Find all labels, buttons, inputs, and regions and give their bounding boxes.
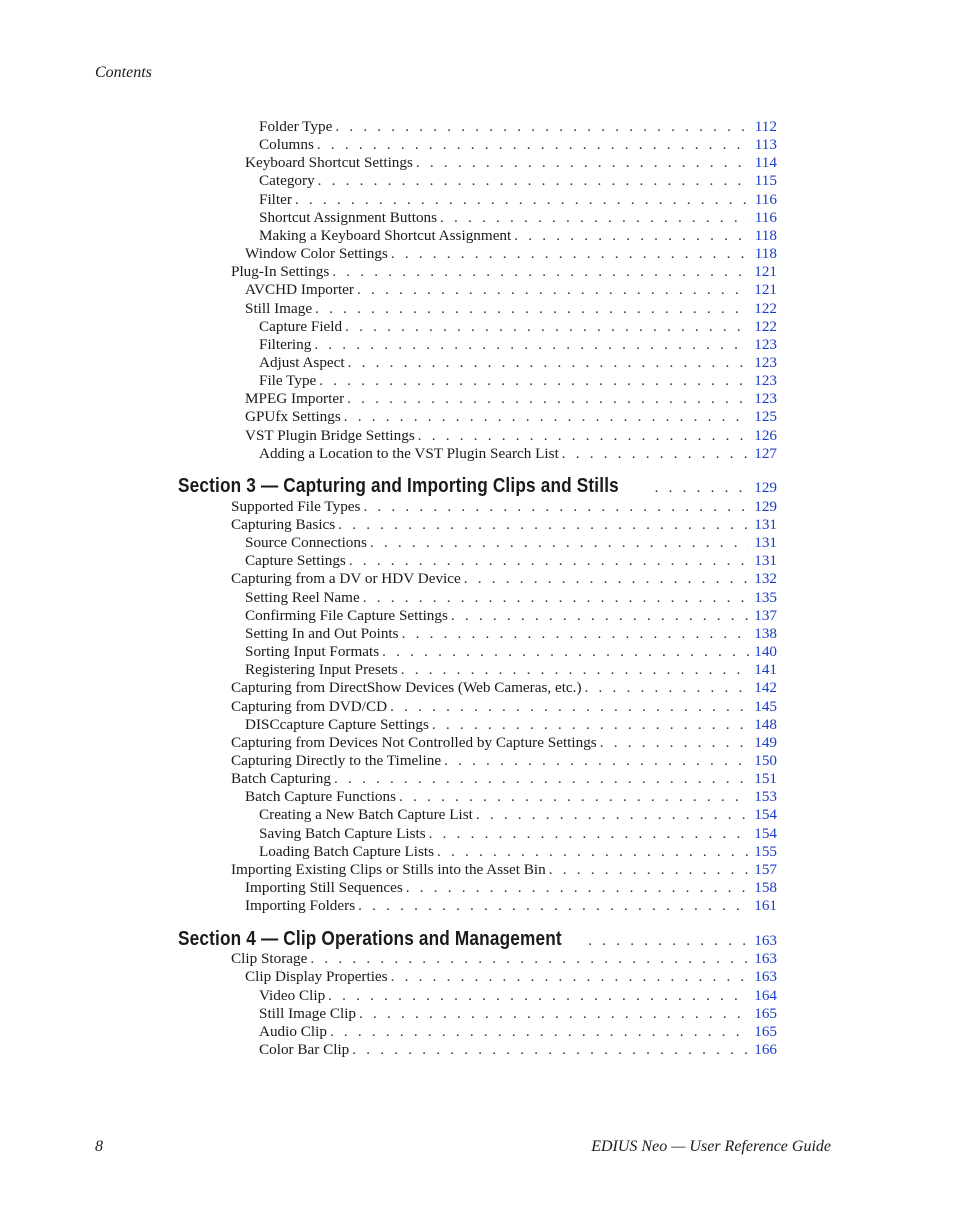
toc-page-link[interactable]: 142 <box>754 679 777 697</box>
toc-entry-title: Still Image <box>245 299 313 317</box>
toc-entry-title: Registering Input Presets <box>245 661 398 679</box>
dot-leader <box>295 191 749 209</box>
toc-entry-title: AVCHD Importer <box>245 281 354 299</box>
dot-leader <box>332 263 749 281</box>
toc-entry[interactable] <box>259 136 777 154</box>
toc-entry[interactable] <box>231 770 777 788</box>
toc-entry[interactable] <box>259 172 777 190</box>
toc-entry[interactable] <box>259 806 777 824</box>
toc-entry[interactable] <box>259 318 777 336</box>
toc-entry-title: DISCcapture Capture Settings <box>245 715 429 733</box>
toc-entry-title: File Type <box>259 372 317 390</box>
toc-entry-title: Creating a New Batch Capture List <box>259 806 473 824</box>
toc-page-link[interactable]: 158 <box>754 879 777 896</box>
toc-entry[interactable] <box>245 408 777 426</box>
toc-entry-title: Capturing Directly to the Timeline <box>231 751 442 769</box>
dot-leader <box>352 1041 749 1059</box>
toc-entry[interactable] <box>231 679 777 697</box>
dot-leader <box>382 643 749 661</box>
toc-page-link[interactable]: 131 <box>754 516 777 533</box>
toc-entry-title: Importing Existing Clips or Stills into the Asset Bin <box>231 860 546 878</box>
toc-entry[interactable] <box>231 734 777 752</box>
toc-page-link[interactable]: 155 <box>754 842 777 860</box>
toc-entry[interactable] <box>231 263 777 281</box>
toc-page-link[interactable]: 154 <box>754 824 777 842</box>
dot-leader <box>334 770 749 788</box>
dot-leader <box>391 245 749 263</box>
toc-page-link[interactable]: 123 <box>754 353 777 371</box>
toc-page-link[interactable]: 123 <box>754 372 777 390</box>
dot-leader <box>514 227 749 245</box>
toc-page-link[interactable]: 145 <box>754 697 777 715</box>
dot-leader <box>344 408 749 426</box>
toc-entry-title: Section 3 — Capturing and Importing Clips and Stills <box>178 475 619 498</box>
toc-entry-title: Window Color Settings <box>245 245 388 263</box>
toc-page-link[interactable]: 121 <box>754 281 777 299</box>
toc-page-link[interactable]: 157 <box>754 860 777 878</box>
dot-leader <box>349 552 749 570</box>
toc-entry[interactable] <box>245 661 777 679</box>
toc-section-heading[interactable] <box>178 473 777 499</box>
page-number: 8 <box>95 1138 103 1155</box>
dot-leader <box>406 879 749 897</box>
dot-leader <box>314 336 749 354</box>
dot-leader <box>391 968 749 986</box>
toc-page-link[interactable]: 129 <box>754 479 777 497</box>
dot-leader <box>416 154 749 172</box>
dot-leader <box>335 118 749 136</box>
dot-leader <box>359 1005 749 1023</box>
toc-entry[interactable] <box>231 861 777 879</box>
dot-leader <box>451 607 749 625</box>
toc-entry[interactable] <box>245 968 777 986</box>
toc-page-link[interactable]: 148 <box>754 715 777 733</box>
toc-page-link[interactable]: 153 <box>754 788 777 806</box>
toc-entry[interactable] <box>245 281 777 299</box>
toc-entry-title: Capturing from Devices Not Controlled by Capture Settings <box>231 733 597 751</box>
toc-page-link[interactable]: 135 <box>754 588 777 606</box>
dot-leader <box>348 354 749 372</box>
toc-entry[interactable] <box>259 1023 777 1041</box>
toc-entry-title: Keyboard Shortcut Settings <box>245 154 413 172</box>
toc-entry-title: Section 4 — Clip Operations and Management <box>178 927 562 950</box>
toc-page-link[interactable]: 122 <box>754 317 777 335</box>
toc-entry-title: Supported File Types <box>231 497 361 515</box>
toc-page-link[interactable]: 140 <box>754 643 777 661</box>
toc-page-link[interactable]: 131 <box>754 534 777 552</box>
toc-entry-title: Source Connections <box>245 534 367 552</box>
toc-entry[interactable] <box>245 552 777 570</box>
toc-page-link[interactable]: 164 <box>754 986 777 1004</box>
toc-entry-title: Adjust Aspect <box>259 353 345 371</box>
toc-entry-title: Category <box>259 172 315 190</box>
toc-entry[interactable] <box>245 534 777 552</box>
toc-entry[interactable] <box>245 300 777 318</box>
toc-entry-title: Capture Field <box>259 317 343 335</box>
toc-entry-title: Filter <box>259 190 292 208</box>
toc-page-link[interactable]: 141 <box>754 661 777 679</box>
toc-entry-title: Importing Still Sequences <box>245 879 403 896</box>
toc-entry-title: Batch Capturing <box>231 770 331 788</box>
toc-entry[interactable] <box>259 825 777 843</box>
toc-page-link[interactable]: 165 <box>754 1022 777 1040</box>
toc-page-link[interactable]: 116 <box>754 190 777 208</box>
toc-entry-title: Filtering <box>259 335 312 353</box>
toc-page-link[interactable]: 125 <box>754 408 777 426</box>
toc-entry[interactable] <box>245 788 777 806</box>
dot-leader <box>318 172 749 190</box>
toc-page-link[interactable]: 166 <box>754 1041 777 1059</box>
toc-entry-title: Batch Capture Functions <box>245 788 397 806</box>
book-title: EDIUS Neo — User Reference Guide <box>591 1138 831 1155</box>
toc-entry[interactable] <box>259 372 777 390</box>
toc-page-link[interactable]: 151 <box>754 770 777 788</box>
dot-leader <box>328 987 749 1005</box>
toc-entry[interactable] <box>259 336 777 354</box>
toc-entry-title: GPUfx Settings <box>245 408 341 426</box>
dot-leader <box>401 661 749 679</box>
dot-leader <box>444 752 749 770</box>
toc-entry-title: Importing Folders <box>245 897 356 915</box>
toc-page-link[interactable]: 149 <box>754 733 777 751</box>
toc-page-link[interactable]: 112 <box>754 118 777 135</box>
toc-entry[interactable] <box>245 589 777 607</box>
toc-entry-title: Still Image Clip <box>259 1004 357 1022</box>
toc-entry-title: Capturing Basics <box>231 516 336 533</box>
toc-entry[interactable] <box>259 1041 777 1059</box>
dot-leader <box>432 716 749 734</box>
dot-leader <box>549 861 749 879</box>
toc-page-link[interactable]: 123 <box>754 390 777 408</box>
dot-leader <box>464 570 749 588</box>
toc-entry[interactable] <box>259 227 777 245</box>
toc-entry-title: Capturing from DVD/CD <box>231 697 388 715</box>
toc-page-link[interactable]: 126 <box>754 426 777 444</box>
toc-page-link[interactable]: 163 <box>754 950 777 968</box>
toc-entry[interactable] <box>259 843 777 861</box>
dot-leader <box>317 136 749 154</box>
toc-entry[interactable] <box>245 625 777 643</box>
toc-page-link[interactable]: 132 <box>754 570 777 588</box>
toc-page-link[interactable]: 118 <box>754 245 777 263</box>
dot-leader <box>585 679 749 697</box>
toc-entry[interactable] <box>259 987 777 1005</box>
toc-page-link[interactable]: 127 <box>754 444 777 462</box>
toc-page-link[interactable]: 165 <box>754 1004 777 1022</box>
toc-entry[interactable] <box>231 570 777 588</box>
dot-leader <box>370 534 749 552</box>
dot-leader <box>345 318 749 336</box>
toc-entry[interactable] <box>245 879 777 897</box>
toc-page-link[interactable]: 137 <box>754 606 777 624</box>
dot-leader <box>363 498 749 516</box>
dot-leader <box>363 589 749 607</box>
toc-page-link[interactable]: 131 <box>754 552 777 570</box>
dot-leader <box>319 372 749 390</box>
toc-page-link[interactable]: 161 <box>754 897 777 915</box>
toc-entry-title: Shortcut Assignment Buttons <box>259 208 438 226</box>
toc-entry[interactable] <box>231 752 777 770</box>
toc-entry[interactable] <box>245 154 777 172</box>
toc-entry-title: Capturing from DirectShow Devices (Web Cameras, etc.) <box>231 679 582 697</box>
dot-leader <box>476 806 749 824</box>
toc-entry-title: Making a Keyboard Shortcut Assignment <box>259 226 512 244</box>
toc-entry-title: VST Plugin Bridge Settings <box>245 426 415 444</box>
toc-entry-title: Setting Reel Name <box>245 588 360 606</box>
dot-leader <box>418 427 749 445</box>
toc-entry[interactable] <box>259 191 777 209</box>
toc-entry-title: Video Clip <box>259 986 326 1004</box>
toc-entry[interactable] <box>231 698 777 716</box>
dot-leader <box>310 950 749 968</box>
toc-entry[interactable] <box>259 118 777 136</box>
toc-entry[interactable] <box>259 354 777 372</box>
toc-entry-title: Clip Display Properties <box>245 968 388 986</box>
toc-entry-title: Loading Batch Capture Lists <box>259 842 435 860</box>
toc-entry[interactable] <box>245 897 777 915</box>
toc-page-link[interactable]: 150 <box>754 751 777 769</box>
toc-entry-title: Saving Batch Capture Lists <box>259 824 426 842</box>
dot-leader <box>390 698 749 716</box>
toc-entry-title: Plug-In Settings <box>231 263 330 281</box>
toc-entry[interactable] <box>259 209 777 227</box>
toc-entry-title: Audio Clip <box>259 1022 327 1040</box>
toc-page-link[interactable]: 129 <box>754 497 777 515</box>
dot-leader <box>399 788 749 806</box>
toc-entry[interactable] <box>245 245 777 263</box>
toc-page-link[interactable]: 163 <box>754 931 777 949</box>
toc-entry[interactable] <box>245 716 777 734</box>
toc-page-link[interactable]: 121 <box>754 263 777 281</box>
toc-page-link[interactable]: 154 <box>754 806 777 824</box>
dot-leader <box>440 209 749 227</box>
dot-leader <box>347 390 749 408</box>
dot-leader <box>315 300 749 318</box>
toc-page-link[interactable]: 122 <box>754 299 777 317</box>
toc-entry[interactable] <box>259 1005 777 1023</box>
toc-entry[interactable] <box>259 445 777 463</box>
toc-entry-title: Setting In and Out Points <box>245 624 399 642</box>
toc-entry[interactable] <box>245 643 777 661</box>
toc-page-link[interactable]: 115 <box>754 172 777 190</box>
toc-entry-title: Clip Storage <box>231 950 308 968</box>
toc-entry[interactable] <box>245 390 777 408</box>
toc-page-link[interactable]: 114 <box>754 154 777 172</box>
dot-leader <box>330 1023 749 1041</box>
dot-leader <box>358 897 749 915</box>
toc-page-link[interactable]: 123 <box>754 335 777 353</box>
toc-entry-title: Color Bar Clip <box>259 1041 350 1059</box>
dot-leader <box>357 281 749 299</box>
toc-entry-title: Columns <box>259 136 314 154</box>
toc-entry-title: Capture Settings <box>245 552 346 570</box>
toc-entry[interactable] <box>245 607 777 625</box>
toc-section-heading[interactable] <box>178 926 777 952</box>
dot-leader <box>600 734 749 752</box>
toc-page-link[interactable]: 118 <box>754 226 777 244</box>
toc-page-link[interactable]: 116 <box>754 208 777 226</box>
dot-leader <box>338 516 749 534</box>
toc-entry[interactable] <box>245 427 777 445</box>
dot-leader <box>402 625 749 643</box>
toc-entry[interactable] <box>231 516 777 534</box>
toc-entry-title: Adding a Location to the VST Plugin Search List <box>259 444 559 462</box>
dot-leader <box>429 825 749 843</box>
toc-entry-title: Capturing from a DV or HDV Device <box>231 570 461 588</box>
toc-entry-title: MPEG Importer <box>245 390 345 408</box>
running-header: Contents <box>95 64 152 81</box>
dot-leader <box>562 445 749 463</box>
toc-page-link[interactable]: 113 <box>754 136 777 154</box>
toc-entry[interactable] <box>231 950 777 968</box>
toc-page-link[interactable]: 163 <box>754 968 777 986</box>
toc-page-link[interactable]: 138 <box>754 624 777 642</box>
toc-entry[interactable] <box>231 498 777 516</box>
toc-entry-title: Sorting Input Formats <box>245 643 380 661</box>
toc-entry-title: Folder Type <box>259 118 333 135</box>
toc-entry-title: Confirming File Capture Settings <box>245 606 448 624</box>
dot-leader <box>437 843 749 861</box>
